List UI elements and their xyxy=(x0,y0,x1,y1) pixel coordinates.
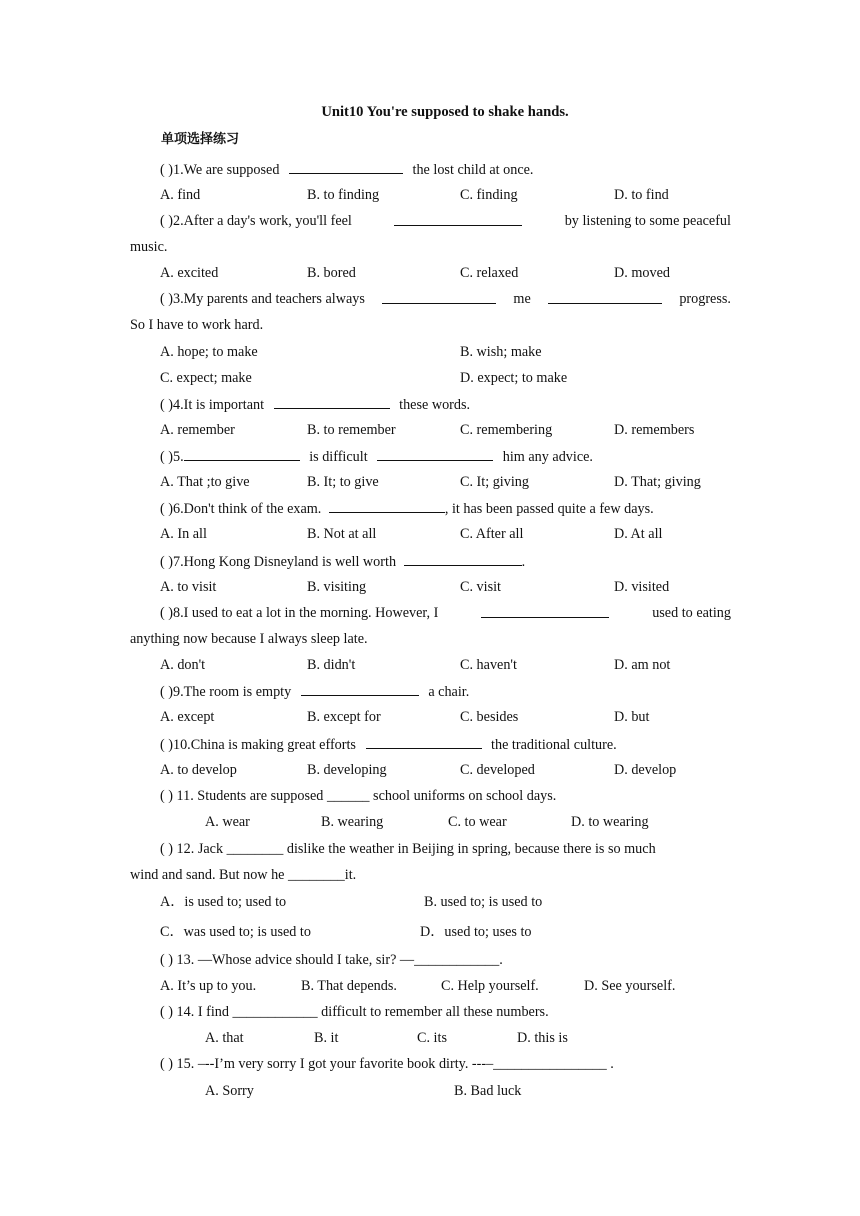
q12-option-b: B. used to; is used to xyxy=(424,894,543,910)
answer-blank xyxy=(329,499,445,513)
q4-option-b: B. to remember xyxy=(307,422,396,438)
question-15: ( ) 15. –--I’m very sorry I got your favorite book dirty. ---–________________ . xyxy=(160,1056,614,1072)
answer-blank xyxy=(481,604,609,618)
q9-option-c: C. besides xyxy=(460,709,519,725)
answer-blank xyxy=(404,552,522,566)
question-13: ( ) 13. —Whose advice should I take, sir? —____________. xyxy=(160,952,503,968)
question-8-continued: anything now because I always sleep late. xyxy=(130,631,368,647)
q13-option-b: B. That depends. xyxy=(301,978,397,994)
question-1: ( )1.We are supposed the lost child at once. xyxy=(160,162,534,178)
question-9: ( )9.The room is empty a chair. xyxy=(160,684,470,700)
q8-option-c: C. haven't xyxy=(460,657,517,673)
question-11: ( ) 11. Students are supposed ______ school uniforms on school days. xyxy=(160,788,557,804)
q2-option-c: C. relaxed xyxy=(460,265,519,281)
q9-option-a: A. except xyxy=(160,709,215,725)
question-12: ( ) 12. Jack ________ dislike the weather in Beijing in spring, because there is so much xyxy=(160,841,656,857)
answer-blank xyxy=(301,682,419,696)
q15-option-a: A. Sorry xyxy=(205,1083,254,1099)
q1-option-c: C. finding xyxy=(460,187,518,203)
q8-option-a: A. don't xyxy=(160,657,206,673)
section-subtitle: 单项选择练习 xyxy=(161,132,240,147)
question-4: ( )4.It is important these words. xyxy=(160,397,471,413)
q3-option-a: A. hope; to make xyxy=(160,344,258,360)
q13-option-c: C. Help yourself. xyxy=(441,978,539,994)
answer-blank xyxy=(394,212,522,226)
q6-option-a: A. In all xyxy=(160,526,207,542)
q12-option-d: D．used to; uses to xyxy=(420,924,532,940)
question-3-continued: So I have to work hard. xyxy=(130,317,264,333)
answer-blank xyxy=(377,447,493,461)
q5-option-d: D. That; giving xyxy=(614,474,701,490)
q1-option-a: A. find xyxy=(160,187,201,203)
q4-option-c: C. remembering xyxy=(460,422,553,438)
question-5: ( )5. is difficult him any advice. xyxy=(160,449,593,465)
answer-blank xyxy=(289,160,403,174)
q10-option-d: D. develop xyxy=(614,762,677,778)
q9-option-b: B. except for xyxy=(307,709,381,725)
q13-option-d: D. See yourself. xyxy=(584,978,676,994)
q14-option-a: A. that xyxy=(205,1030,244,1046)
q2-option-b: B. bored xyxy=(307,265,356,281)
q3-option-c: C. expect; make xyxy=(160,370,252,386)
q10-option-b: B. developing xyxy=(307,762,387,778)
q7-option-d: D. visited xyxy=(614,579,670,595)
q4-option-d: D. remembers xyxy=(614,422,695,438)
q11-option-b: B. wearing xyxy=(321,814,384,830)
q9-option-d: D. but xyxy=(614,709,650,725)
q7-option-a: A. to visit xyxy=(160,579,217,595)
question-12-continued: wind and sand. But now he ________it. xyxy=(130,867,357,883)
q8-option-b: B. didn't xyxy=(307,657,356,673)
q11-option-c: C. to wear xyxy=(448,814,507,830)
question-6: ( )6.Don't think of the exam. , it has been passed quite a few days. xyxy=(160,501,654,517)
q12-option-a: A．is used to; used to xyxy=(160,894,287,910)
q1-option-d: D. to find xyxy=(614,187,669,203)
question-14: ( ) 14. I find ____________ difficult to remember all these numbers. xyxy=(160,1004,549,1020)
answer-blank xyxy=(184,447,300,461)
q5-option-b: B. It; to give xyxy=(307,474,379,490)
q2-option-d: D. moved xyxy=(614,265,670,281)
q4-option-a: A. remember xyxy=(160,422,235,438)
q3-option-d: D. expect; to make xyxy=(460,370,568,386)
q6-option-b: B. Not at all xyxy=(307,526,377,542)
q3-option-b: B. wish; make xyxy=(460,344,542,360)
q14-option-c: C. its xyxy=(417,1030,447,1046)
q11-option-d: D. to wearing xyxy=(571,814,649,830)
q1-option-b: B. to finding xyxy=(307,187,380,203)
q2-option-a: A. excited xyxy=(160,265,219,281)
question-8: ( )8.I used to eat a lot in the morning. However, I used to eating xyxy=(160,605,731,621)
answer-blank xyxy=(366,735,482,749)
q14-option-b: B. it xyxy=(314,1030,339,1046)
q5-option-a: A. That ;to give xyxy=(160,474,250,490)
q15-option-b: B. Bad luck xyxy=(454,1083,522,1099)
q11-option-a: A. wear xyxy=(205,814,250,830)
question-2: ( )2.After a day's work, you'll feel by listening to some peaceful xyxy=(160,213,731,229)
q14-option-d: D. this is xyxy=(517,1030,568,1046)
question-3: ( )3.My parents and teachers always me progress. xyxy=(160,291,731,307)
q10-option-a: A. to develop xyxy=(160,762,237,778)
q8-option-d: D. am not xyxy=(614,657,671,673)
answer-blank xyxy=(274,395,390,409)
q13-option-a: A. It’s up to you. xyxy=(160,978,257,994)
q12-option-c: C．was used to; is used to xyxy=(160,924,311,940)
q7-option-b: B. visiting xyxy=(307,579,367,595)
q7-option-c: C. visit xyxy=(460,579,501,595)
question-7: ( )7.Hong Kong Disneyland is well worth . xyxy=(160,554,526,570)
q6-option-d: D. At all xyxy=(614,526,663,542)
q10-option-c: C. developed xyxy=(460,762,535,778)
q6-option-c: C. After all xyxy=(460,526,524,542)
answer-blank xyxy=(382,290,496,304)
answer-blank xyxy=(548,290,662,304)
page-title: Unit10 You're supposed to shake hands. xyxy=(321,104,569,120)
q5-option-c: C. It; giving xyxy=(460,474,529,490)
question-2-continued: music. xyxy=(130,239,168,255)
question-10: ( )10.China is making great efforts the traditional culture. xyxy=(160,737,617,753)
